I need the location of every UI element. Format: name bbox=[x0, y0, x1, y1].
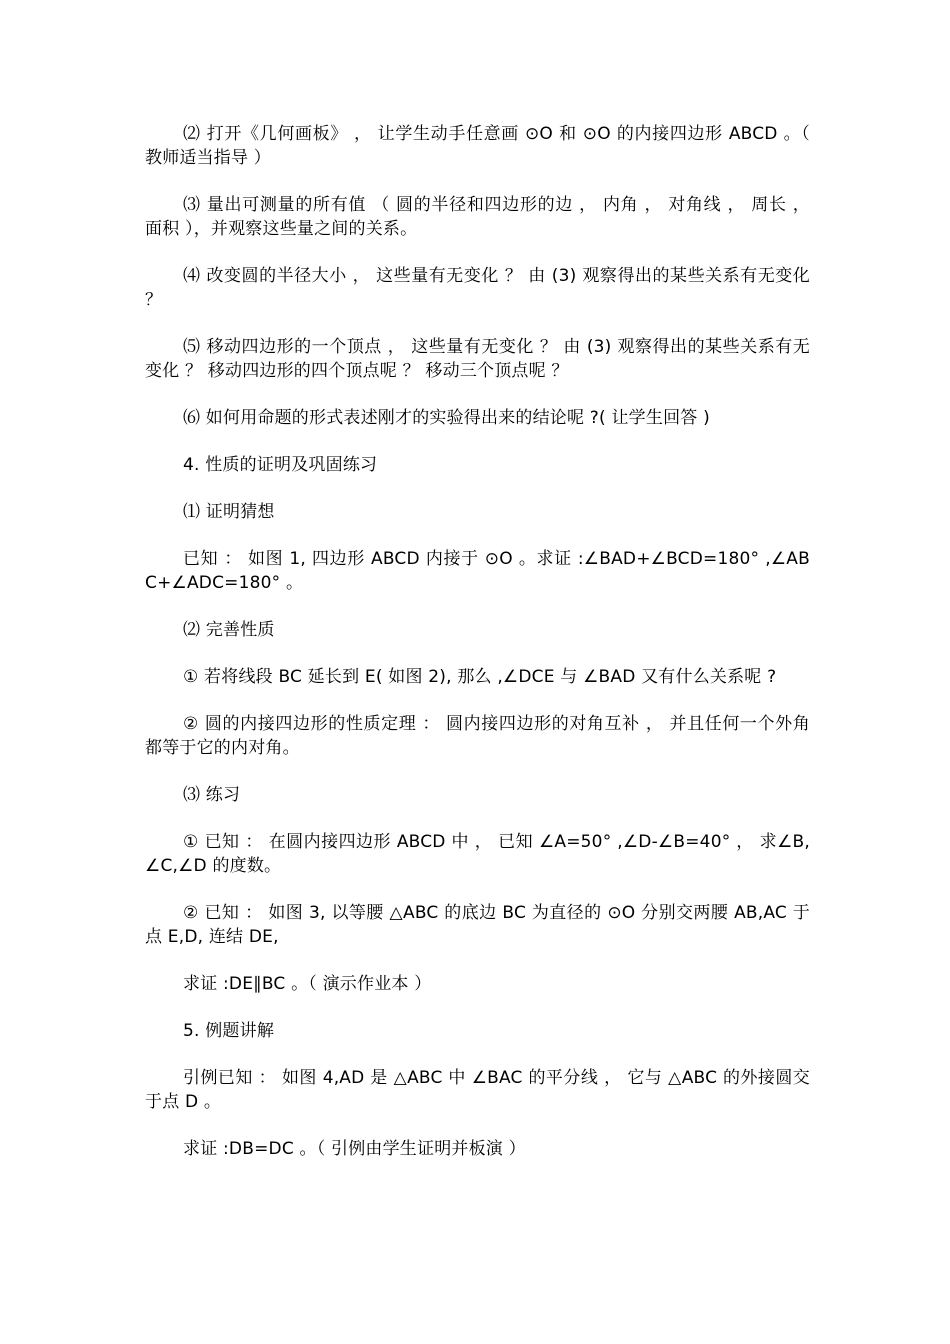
paragraph-step-2: ⑵ 打开《几何画板》 ， 让学生动手任意画 ⊙O 和 ⊙O 的内接四边形 ABCD 。（ 教师适当指导 ） bbox=[145, 124, 810, 168]
paragraph-prove-de-bc: 求证 :DE∥BC 。（ 演示作业本 ） bbox=[183, 974, 432, 994]
paragraph-prove-db-dc: 求证 :DB=DC 。（ 引例由学生证明并板演 ） bbox=[183, 1139, 526, 1159]
section-heading-5: 5. 例题讲解 bbox=[183, 1021, 275, 1041]
paragraph-example-given: 引例已知 ： 如图 4,AD 是 △ABC 中 ∠BAC 的平分线 ， 它与 △ABC 的外接圆交于点 D 。 bbox=[145, 1068, 810, 1112]
paragraph-step-3: ⑶ 量出可测量的所有值 （ 圆的半径和四边形的边 ， 内角 ， 对角线 ， 周长 ， 面积 ），并观察这些量之间的关系。 bbox=[145, 195, 810, 239]
paragraph-step-5: ⑸ 移动四边形的一个顶点 ， 这些量有无变化 ？ 由 (3) 观察得出的某些关系有无变化 ？ 移动四边形的四个顶点呢 ？ 移动三个顶点呢 ？ bbox=[145, 337, 810, 381]
paragraph-practice-2: ② 已知 ： 如图 3, 以等腰 △ABC 的底边 BC 为直径的 ⊙O 分别交两腰 AB,AC 于点 E,D, 连结 DE, bbox=[145, 903, 810, 947]
paragraph-step-6: ⑹ 如何用命题的形式表述刚才的实验得出来的结论呢 ?( 让学生回答 ) bbox=[183, 408, 710, 428]
paragraph-practice-1: ① 已知 ： 在圆内接四边形 ABCD 中 ， 已知 ∠A=50° ,∠D-∠B=40° ， 求∠B,∠C,∠D 的度数。 bbox=[145, 832, 810, 876]
subheading-practice: ⑶ 练习 bbox=[183, 785, 241, 805]
subheading-prove-conjecture: ⑴ 证明猜想 bbox=[183, 502, 275, 522]
paragraph-extend-bc: ① 若将线段 BC 延长到 E( 如图 2), 那么 ,∠DCE 与 ∠BAD 又有什么关系呢 ? bbox=[183, 667, 777, 687]
section-heading-4: 4. 性质的证明及巩固练习 bbox=[183, 455, 378, 475]
paragraph-step-4: ⑷ 改变圆的半径大小 ， 这些量有无变化 ？ 由 (3) 观察得出的某些关系有无变化 ？ bbox=[145, 266, 810, 310]
paragraph-theorem: ② 圆的内接四边形的性质定理 ： 圆内接四边形的对角互补 ， 并且任何一个外角都等于它的内对角。 bbox=[145, 714, 810, 758]
subheading-refine-property: ⑵ 完善性质 bbox=[183, 620, 275, 640]
paragraph-given-figure-1: 已知 ： 如图 1, 四边形 ABCD 内接于 ⊙O 。求证 :∠BAD+∠BCD=180° ,∠ABC+∠ADC=180° 。 bbox=[145, 549, 810, 593]
document-body bbox=[145, 122, 810, 1184]
